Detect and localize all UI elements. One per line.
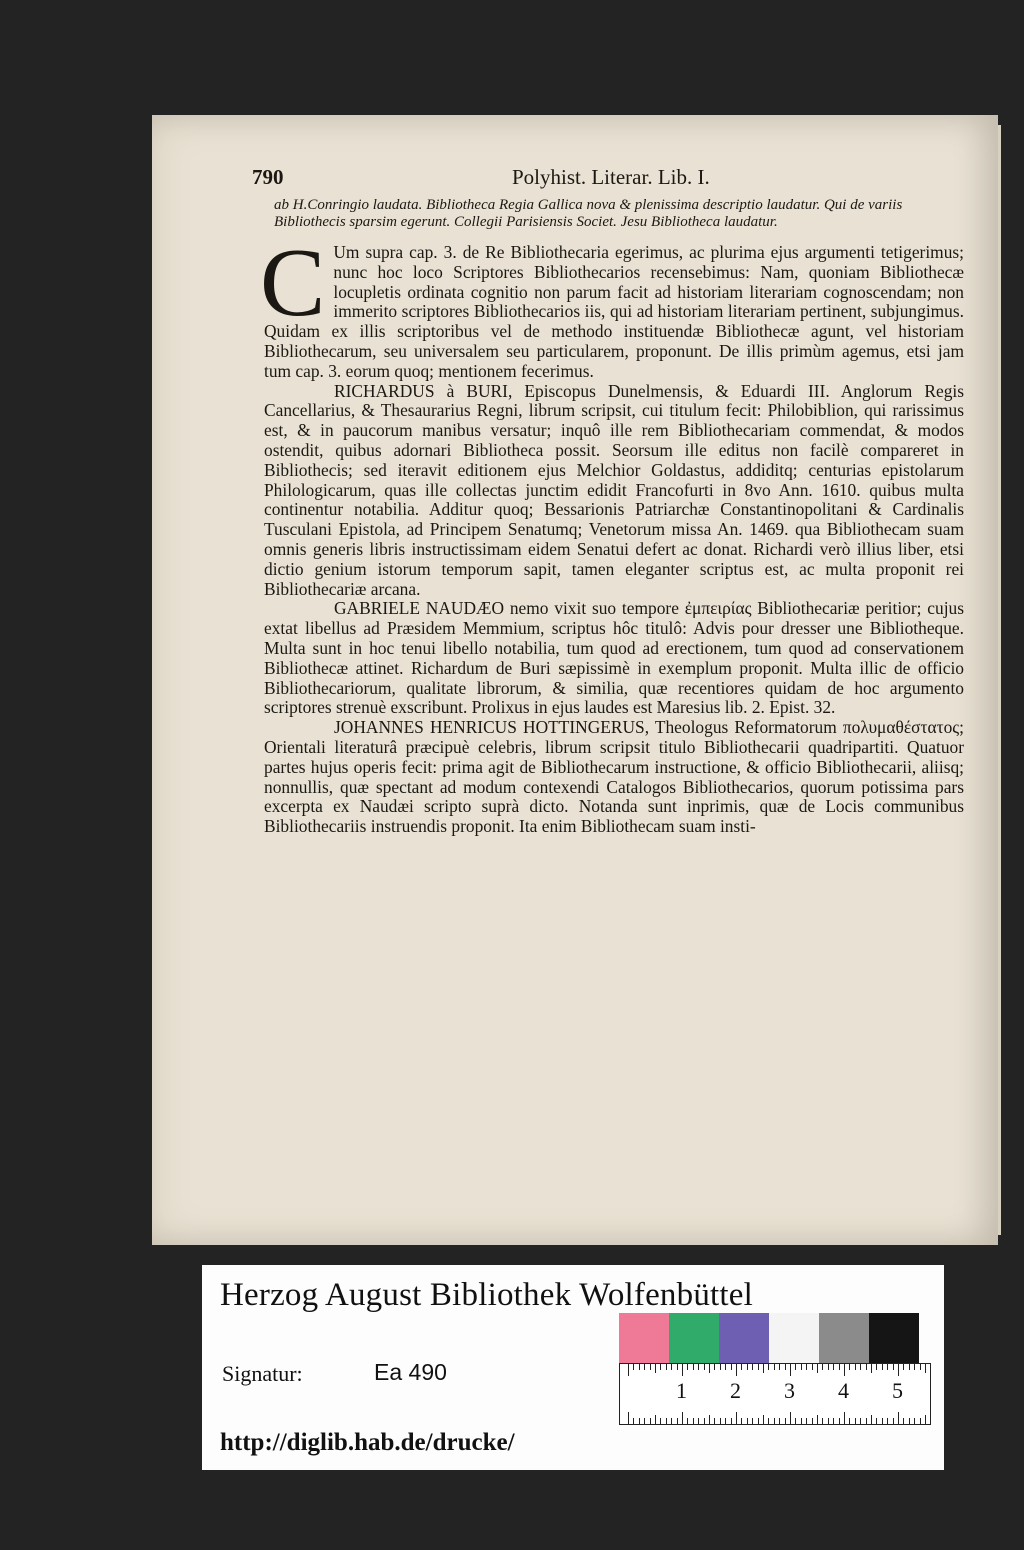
color-swatch — [669, 1313, 719, 1363]
ruler-tick — [920, 1364, 921, 1370]
ruler-tick — [774, 1364, 775, 1370]
book-page — [152, 115, 998, 1245]
ruler-tick — [909, 1364, 910, 1370]
ruler-tick — [682, 1364, 683, 1376]
paragraph-naudaeus: GABRIELE NAUDÆO nemo vixit suo tempore ἐμπειρίας Bibliothecariæ peritior; cujus extat libellus ad Præsidem Memmium, scriptus hôc titulô: Advis pour dresser une Bibliotheque. Multa sunt in hoc tenui libello notabilia, tum quod ad erectionem, tum quod ad conservationem Bibliothecæ attinet. Richardum de Buri sæpissimè in exemplum proponit. Multa illic de officio Bibliothecariorum, qualitate librorum, & similia, quæ recentiores quidam de hoc argumento scriptores strenuè exscribunt. Prolixus in ejus laudes est Maresius lib. 2. Epist. 32. — [264, 598, 964, 718]
ruler-tick — [801, 1418, 802, 1424]
ruler-tick — [833, 1418, 834, 1424]
ruler-tick — [882, 1364, 883, 1370]
ruler-tick — [822, 1364, 823, 1370]
ruler-tick — [758, 1364, 759, 1370]
ruler-tick — [790, 1412, 791, 1424]
ruler-tick — [785, 1418, 786, 1424]
ruler-tick — [839, 1364, 840, 1370]
ruler-tick — [871, 1415, 872, 1424]
library-url: http://diglib.hab.de/drucke/ — [220, 1429, 515, 1456]
ruler-tick — [893, 1364, 894, 1370]
color-swatch — [719, 1313, 769, 1363]
ruler-tick — [779, 1364, 780, 1370]
ruler-tick — [925, 1364, 926, 1373]
ruler-tick — [817, 1364, 818, 1373]
ruler-tick — [839, 1418, 840, 1424]
ruler-tick — [898, 1364, 899, 1376]
ruler-tick — [790, 1364, 791, 1376]
ruler-tick — [768, 1418, 769, 1424]
ruler-tick — [709, 1364, 710, 1373]
drop-cap: C — [260, 229, 326, 337]
ruler-tick — [849, 1364, 850, 1370]
ruler-tick — [698, 1418, 699, 1424]
text-block — [252, 165, 964, 837]
ruler-tick — [633, 1418, 634, 1424]
ruler-number: 3 — [784, 1378, 795, 1403]
ruler-tick — [898, 1412, 899, 1424]
color-swatch — [619, 1313, 669, 1363]
ruler-tick — [795, 1364, 796, 1370]
ruler-tick — [774, 1418, 775, 1424]
color-calibration-swatches — [619, 1313, 919, 1363]
ruler-tick — [655, 1364, 656, 1373]
ruler-tick — [920, 1418, 921, 1424]
ruler-tick — [650, 1364, 651, 1370]
library-name: Herzog August Bibliothek Wolfenbüttel — [220, 1277, 753, 1313]
signatur-value: Ea 490 — [374, 1359, 447, 1385]
ruler-tick — [833, 1364, 834, 1370]
ruler-tick — [628, 1364, 629, 1376]
ruler-tick — [714, 1418, 715, 1424]
color-swatch — [869, 1313, 919, 1363]
ruler-tick — [752, 1364, 753, 1370]
ruler-tick — [812, 1418, 813, 1424]
chapter-summary: ab H.Conringio laudata. Bibliotheca Regia Gallica nova & plenissima descriptio laudatur. Qui de variis Bibliothecis sparsim egerunt. Collegii Parisiensis Societ. Jesu Bibliotheca laudatur. — [274, 197, 903, 230]
ruler-tick — [903, 1418, 904, 1424]
ruler-tick — [849, 1418, 850, 1424]
ruler-tick — [795, 1418, 796, 1424]
ruler-tick — [860, 1418, 861, 1424]
ruler-tick — [763, 1364, 764, 1373]
ruler-tick — [677, 1418, 678, 1424]
ruler-tick — [844, 1412, 845, 1424]
paragraph-intro — [260, 229, 964, 382]
ruler-tick — [812, 1364, 813, 1370]
ruler-tick — [677, 1364, 678, 1370]
scale-ruler — [619, 1363, 931, 1425]
ruler-tick — [828, 1418, 829, 1424]
paragraph-hottingerus: JOHANNES HENRICUS HOTTINGERUS, Theologus Reformatorum πολυμαθέστατος; Orientali literaturâ præcipuè celebris, librum scripsit titulo Bibliothecarii quadripartiti. Quatuor partes hujus operis fecit: prima agit de Bibliothecarum instructione, & officio Bibliothecarii, aliisq; nonnullis, quæ spectant ad modum contexendi Catalogos Bibliothecarios, quorum potissima pars excerpta ex Naudæi scripto suprà dicto. Notanda sunt inprimis, quæ de Locis communibus Bibliothecariis instruendis proponit. Ita enim Bibliothecam suam insti- — [264, 717, 964, 837]
page-number: 790 — [252, 165, 284, 189]
ruler-tick — [801, 1364, 802, 1370]
ruler-tick — [866, 1418, 867, 1424]
ruler-tick — [806, 1364, 807, 1370]
ruler-tick — [644, 1418, 645, 1424]
ruler-tick — [671, 1364, 672, 1370]
ruler-tick — [725, 1364, 726, 1370]
ruler-tick — [763, 1415, 764, 1424]
signatur-label: Signatur: — [222, 1361, 303, 1386]
ruler-tick — [887, 1418, 888, 1424]
ruler-tick — [731, 1364, 732, 1370]
ruler-tick — [660, 1418, 661, 1424]
color-swatch — [819, 1313, 869, 1363]
ruler-tick — [866, 1364, 867, 1370]
ruler-tick — [747, 1364, 748, 1370]
ruler-tick — [736, 1364, 737, 1376]
ruler-tick — [709, 1415, 710, 1424]
ruler-tick — [903, 1364, 904, 1370]
ruler-tick — [741, 1418, 742, 1424]
ruler-tick — [698, 1364, 699, 1370]
ruler-tick — [887, 1364, 888, 1370]
ruler-tick — [655, 1415, 656, 1424]
ruler-tick — [882, 1418, 883, 1424]
ruler-tick — [860, 1364, 861, 1370]
ruler-tick — [682, 1412, 683, 1424]
ruler-tick — [876, 1364, 877, 1370]
ruler-tick — [817, 1415, 818, 1424]
ruler-tick — [844, 1364, 845, 1376]
ruler-tick — [741, 1364, 742, 1370]
ruler-tick — [644, 1364, 645, 1370]
ruler-number: 4 — [838, 1378, 849, 1403]
ruler-tick — [693, 1364, 694, 1370]
running-head — [252, 165, 964, 193]
ruler-number: 2 — [730, 1378, 741, 1403]
ruler-tick — [720, 1364, 721, 1370]
ruler-tick — [822, 1418, 823, 1424]
ruler-tick — [666, 1418, 667, 1424]
paragraph-text: Um supra cap. 3. de Re Bibliothecaria egerimus, ac plurima ejus argumenti tetigerimus; nunc hoc loco Scriptores Bibliothecarios recensebimus: Nam, quoniam Bibliothecæ locupletis ordinata cognitio non parum facit ad historiam literariam cognoscendam; non immerito scriptores Bibliothecarios iis, qui ad historiam literariam pertinent, subjungimus. Quidam ex illis scriptoribus vel de methodo instituendæ Bibliothecæ agunt, vel historiam Bibliothecarum, seu universalem seu particularem, proponunt. De illis primùm agemus, etsi jam tum cap. 3. eorum quoq; mentionem fecerimus. — [264, 242, 964, 381]
ruler-tick — [779, 1418, 780, 1424]
ruler-tick — [725, 1418, 726, 1424]
ruler-tick — [909, 1418, 910, 1424]
ruler-tick — [639, 1364, 640, 1370]
ruler-tick — [704, 1364, 705, 1370]
ruler-tick — [660, 1364, 661, 1370]
ruler-number: 1 — [676, 1378, 687, 1403]
ruler-tick — [687, 1364, 688, 1370]
ruler-tick — [855, 1364, 856, 1370]
paragraph-richardus: RICHARDUS à BURI, Episcopus Dunelmensis, & Eduardi III. Anglorum Regis Cancellarius, & Thesaurarius Regni, librum scripsit, cui titulum fecit: Philobiblion, qui rarissimus est, & in paucorum manibus versatur; inquô ille rem Bibliothecariam commendat, & modos ostendit, quibus adornari Bibliotheca possit. Seorsum ille editus non facilè compareret in Bibliothecis; sed iteravit editionem ejus Melchior Goldastus, addiditq; centurias epistolarum Philologicarum, quas ille collectas junctim edidit Francofurti in 8vo Ann. 1610. quibus multa continentur notabilia. Additur quoq; Bessarionis Patriarchæ Constantinopolitani & Cardinalis Tusculani Epistola, ad Principem Senatumq; Venetorum missa An. 1469. qua Bibliothecam suam omnis generis libris instructissimam eidem Senatui defert ac donat. Richardi verò illius liber, etsi dictio genium istorum temporum sapit, tamen eleganter scriptus est, ac multa proponit rei Bibliothecariæ arcana. — [264, 380, 964, 599]
ruler-tick — [752, 1418, 753, 1424]
ruler-tick — [758, 1418, 759, 1424]
ruler-tick — [828, 1364, 829, 1370]
ruler-tick — [666, 1364, 667, 1370]
ruler-tick — [639, 1418, 640, 1424]
ruler-tick — [736, 1412, 737, 1424]
ruler-tick — [687, 1418, 688, 1424]
ruler-tick — [693, 1418, 694, 1424]
ruler-tick — [671, 1418, 672, 1424]
ruler-tick — [704, 1418, 705, 1424]
ruler-tick — [628, 1412, 629, 1424]
ruler-tick — [914, 1364, 915, 1370]
ruler-tick — [714, 1364, 715, 1370]
body-text — [260, 229, 964, 837]
ruler-tick — [650, 1418, 651, 1424]
ruler-tick — [747, 1418, 748, 1424]
ruler-tick — [720, 1418, 721, 1424]
color-swatch — [769, 1313, 819, 1363]
running-title: Polyhist. Literar. Lib. I. — [512, 165, 710, 189]
library-label — [202, 1265, 944, 1470]
ruler-tick — [876, 1418, 877, 1424]
ruler-tick — [893, 1418, 894, 1424]
ruler-tick — [806, 1418, 807, 1424]
ruler-tick — [925, 1415, 926, 1424]
ruler-tick — [731, 1418, 732, 1424]
ruler-tick — [785, 1364, 786, 1370]
ruler-tick — [768, 1364, 769, 1370]
ruler-number: 5 — [892, 1378, 903, 1403]
ruler-tick — [871, 1364, 872, 1373]
ruler-tick — [855, 1418, 856, 1424]
ruler-tick — [633, 1364, 634, 1370]
ruler-tick — [914, 1418, 915, 1424]
